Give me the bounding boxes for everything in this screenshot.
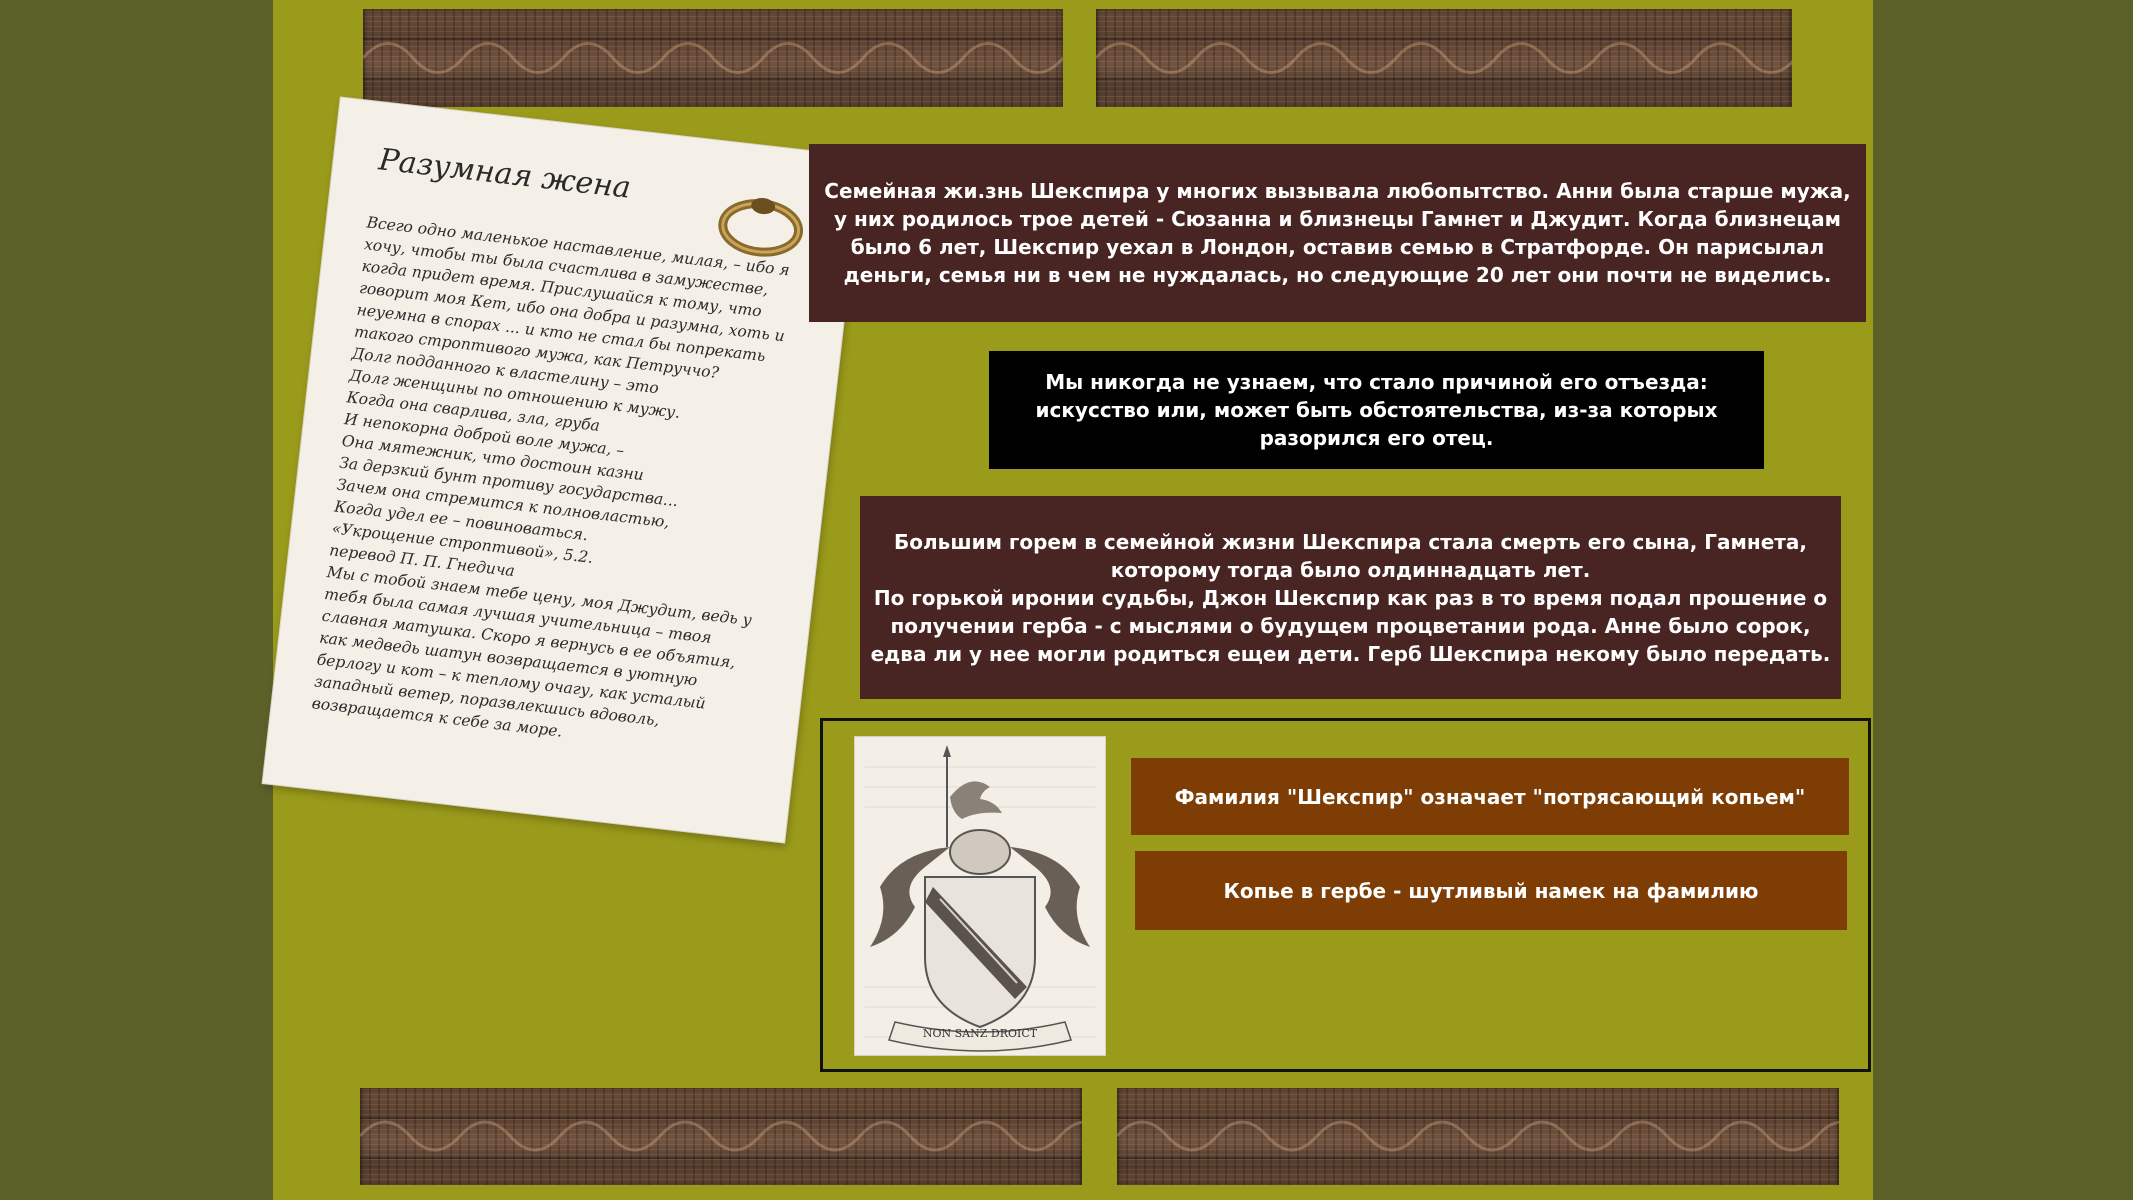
decorative-strip-bottom-left <box>360 1088 1082 1185</box>
decorative-strip-top-right <box>1096 9 1792 107</box>
crest-motto: NON SANZ DROICT <box>922 1027 1038 1040</box>
departure-reason-textbox <box>989 351 1764 469</box>
spear-hint-text: Копье в гербе - шутливый намек на фамилию <box>1223 878 1759 903</box>
letter-text: Всего одно маленькое наставление, милая, – ибо я хочу, чтобы ты была счастлива в замужестве, когда придет время. Прислушайся к тому, что говорит моя Кет, ибо она добра и разумна, хоть и неуемна в спорах ... и кто не стал бы попрекать такого строптивого мужа, как Петруччо? Долг подданного к властелину – это Долг женщины по отношению к мужу. Когда она сварлива, зла, груба И непокорна доброй воле мужа, – Она мятежник, что достоин казни За дерзкий бунт противу государства... Зачем она стремится к полновластью, Когда удел ее – повиноваться. «Укрощение строптивой», 5.2. перевод П. П. Гнедича Мы с тобой знаем тебе цену, моя Джудит, ведь у тебя была самая лучшая учительница – твоя славная матушка. Скоро я вернусь в ее объятия, как медведь шатун возвращается в уютную берлогу и кот – к теплому очагу, как усталый западный ветер, поразвлекшись вдоволь, возвращается к себе за море. <box>310 213 791 741</box>
left-margin <box>0 0 273 1200</box>
decorative-strip-bottom-right <box>1117 1088 1839 1185</box>
surname-meaning-text: Фамилия "Шекспир" означает "потрясающий копьем" <box>1174 784 1806 809</box>
surname-meaning-box <box>1131 758 1849 835</box>
son-death-textbox <box>860 496 1841 699</box>
right-margin <box>1873 0 2133 1200</box>
coat-of-arms-image <box>855 737 1105 1055</box>
letter-title: Разумная жена <box>376 142 633 206</box>
coat-of-arms-request-text: По горькой иронии судьбы, Джон Шекспир как раз в то время подал прошение о получении герба - с мыслями о будущем процветании рода. Анне было сорок, едва ли у нее могли родиться ещеи дети. Герб Шекспира некому было передать. <box>870 585 1831 666</box>
family-life-text: Семейная жи.знь Шекспира у многих вызывала любопытство. Анни была старше мужа, у них родилось трое детей - Сюзанна и близнецы Гамнет и Джудит. Когда близнецам было 6 лет, Шекспир уехал в Лондон, оставив семью в Стратфорде. Он парисылал деньги, семья ни в чем не нуждалась, но следующие 20 лет они почти не виделись. <box>824 179 1851 287</box>
spear-hint-box <box>1135 851 1847 930</box>
decorative-strip-top-left <box>363 9 1063 107</box>
family-life-textbox <box>809 144 1866 322</box>
letter-image <box>263 98 863 843</box>
departure-reason-text: Мы никогда не узнаем, что стало причиной его отъезда: искусство или, может быть обстоятельства, из-за которых разорился его отец. <box>1035 370 1718 450</box>
son-death-text: Большим горем в семейной жизни Шекспира стала смерть его сына, Гамнета, которому тогда было олдиннадцать лет. <box>894 529 1807 582</box>
